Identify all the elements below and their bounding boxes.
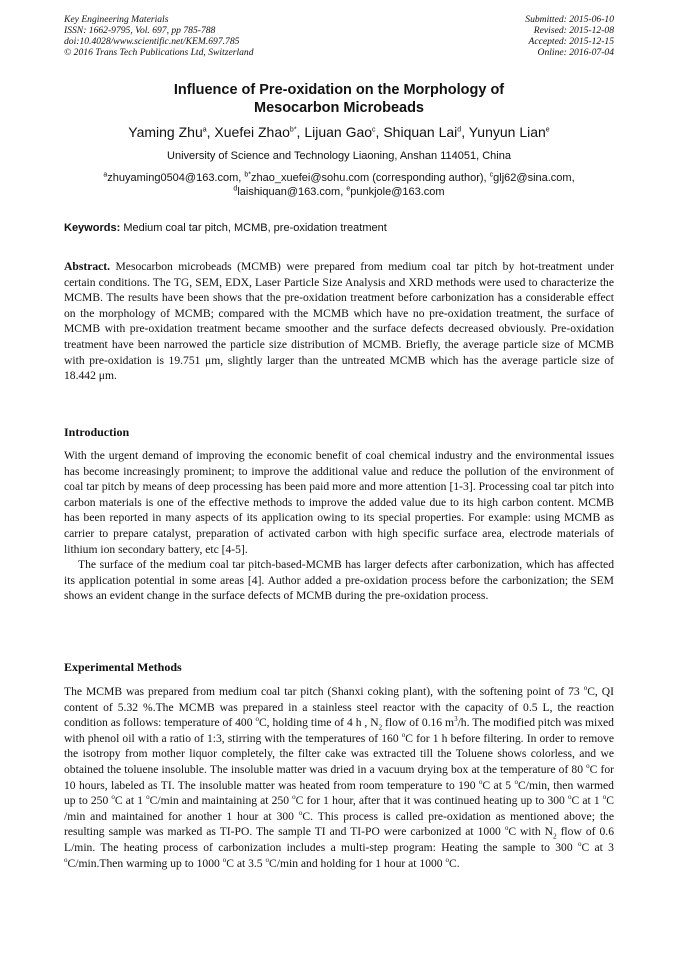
author: Yunyun Lian$^e$ bbox=[468, 124, 550, 140]
author: Lijuan Gao$^c$, bbox=[304, 124, 384, 140]
author-list bbox=[64, 124, 614, 140]
author-emails: $^a$zhuyaming0504@163.com, $^{b*}$zhao_xuefei@sohu.com (corresponding author), $^c$glj62@sina.com, $^d$laishiquan@163.com, $^e$punkjole@163.com bbox=[103, 171, 575, 198]
online-date: Online: 2016-07-04 bbox=[537, 47, 614, 58]
author: Xuefei Zhao$^{b*}$, bbox=[214, 124, 305, 140]
publication-dates bbox=[525, 14, 614, 58]
abstract-label: Abstract. bbox=[64, 260, 111, 273]
paragraph: With the urgent demand of improving the economic benefit of coal chemical industry and the environmental issues has become increasingly prominent; to improve the additional value and reduce the pollution of the environment of coal tar pitch by means of deep processing has been paid more and more attention [1-3]. Processing coal tar pitch into carbon materials is one of the effective methods to improve the added value due to its high carbon content. MCMB has been reported in many aspects of its application owing to its special properties. For example: using MCMB as carrier to prepare catalyst, preparation of activated carbon with high specific surface area, electrode materials of lithium ion secondary battery, etc [4-5]. bbox=[64, 449, 614, 556]
methods-heading: Experimental Methods bbox=[64, 660, 182, 674]
paper-title bbox=[64, 81, 614, 117]
journal-info bbox=[64, 14, 254, 58]
paragraph: The surface of the medium coal tar pitch-based-MCMB has larger defects after carbonization, which has affected its application potential in some areas [4]. Author added a pre-oxidation process before the carbonization; the SEM shows an evident change in the surface defects of MCMB during the pre-oxidation process. bbox=[64, 558, 614, 603]
author: Shiquan Lai$^d$, bbox=[383, 124, 469, 140]
title-line-2: Mesocarbon Microbeads bbox=[253, 100, 424, 116]
abstract-text: Mesocarbon microbeads (MCMB) were prepared from medium coal tar pitch by hot-treatment under certain conditions. The TG, SEM, EDX, Laser Particle Size Analysis and XRD methods were used to characterize the MCMB. The results have been shows that the pre-oxidation treatment before carbonization has a considerable effect on the morphology of MCMB; compared with the MCMB which have no pre-oxidation treatment, the surface of MCMB with pre-oxidation treatment became smoother and the surface defects decreased obviously. Pre-oxidation treatment have been narrowed the particle size distribution of MCMB. Briefly, the average particle size of MCMB with pre-oxidation is 19.751 μm, slightly larger than the untreated MCMB which has the average particle size of 18.442 μm. bbox=[64, 260, 614, 383]
keywords bbox=[64, 222, 614, 234]
accepted-date: Accepted: 2015-12-15 bbox=[528, 36, 614, 47]
email-link[interactable]: punkjole@163.com bbox=[350, 186, 445, 198]
issn: ISSN: 1662-9795, Vol. 697, pp 785-788 bbox=[64, 25, 216, 36]
title-line-1: Influence of Pre-oxidation on the Morphology of bbox=[173, 82, 505, 98]
email-link[interactable]: laishiquan@163.com, bbox=[237, 186, 347, 198]
keywords-text: Medium coal tar pitch, MCMB, pre-oxidation treatment bbox=[123, 222, 387, 234]
affiliation: University of Science and Technology Liaoning, Anshan 114051, China bbox=[167, 150, 511, 162]
methods-body bbox=[64, 684, 614, 871]
email-link[interactable]: zhuyaming0504@163.com, bbox=[107, 172, 245, 184]
revised-date: Revised: 2015-12-08 bbox=[533, 25, 614, 36]
paragraph: The MCMB was prepared from medium coal tar pitch (Shanxi coking plant), with the softening point of 73 $^o$C, QI content of 5.32 %.The MCMB was prepared in a stainless steel reactor with the capacity of 0.5 L, the reaction condition as follows: temperature of 400 $^o$C, holding time of 4 h , $N_2$ flow of 0.16 $m^3/h$. The modified pitch was mixed with phenol oil with a ratio of 1:3, stirring with the temperatures of 160 $^o$C for 1 h before filtering. In order to remove the isotropy from mother liquor completely, the filter cake was extracted till the Toluene shows colorless, and we obtained the toluene insoluble. The insoluble matter was dried in a vacuum drying box at the temperature of 80 $^o$C for 10 hours, labeled as TI. The insoluble matter was heated from room temperature to 190 $^o$C at 5 $^o$C/min, then warmed up to 250 $^o$C at 1 $^o$C/min and maintaining at 250 $^o$C for 1 hour, after that it was continued heating up to 300 $^o$C at 1 $^o$C /min and maintained for another 1 hour at 300 $^o$C. This process is called pre-oxidation as mentioned above; the resulting sample was marked as TI-PO. The sample TI and TI-PO were carbonized at 1000 $^o$C with $N_2$ flow of 0.6 L/min. The heating process of carbonization includes a multi-step program: Heating the sample to 300 $^o$C at 3 $^o$C/min.Then warming up to 1000 $^o$C at 3.5 $^o$C/min and holding for 1 hour at 1000 $^o$C. bbox=[64, 684, 615, 870]
introduction-heading: Introduction bbox=[64, 425, 130, 439]
email-link[interactable]: glj62@sina.com, bbox=[493, 172, 575, 184]
author: Yaming Zhu$^a$, bbox=[128, 124, 215, 140]
email-link[interactable]: zhao_xuefei@sohu.com (corresponding author), bbox=[251, 172, 490, 184]
journal-name: Key Engineering Materials bbox=[64, 14, 169, 25]
doi[interactable]: doi:10.4028/www.scientific.net/KEM.697.785 bbox=[64, 36, 240, 47]
introduction-body bbox=[64, 448, 614, 604]
submitted-date: Submitted: 2015-06-10 bbox=[525, 14, 614, 25]
keywords-label: Keywords: bbox=[64, 222, 121, 234]
abstract bbox=[64, 259, 614, 384]
copyright: © 2016 Trans Tech Publications Ltd, Switzerland bbox=[64, 47, 254, 58]
